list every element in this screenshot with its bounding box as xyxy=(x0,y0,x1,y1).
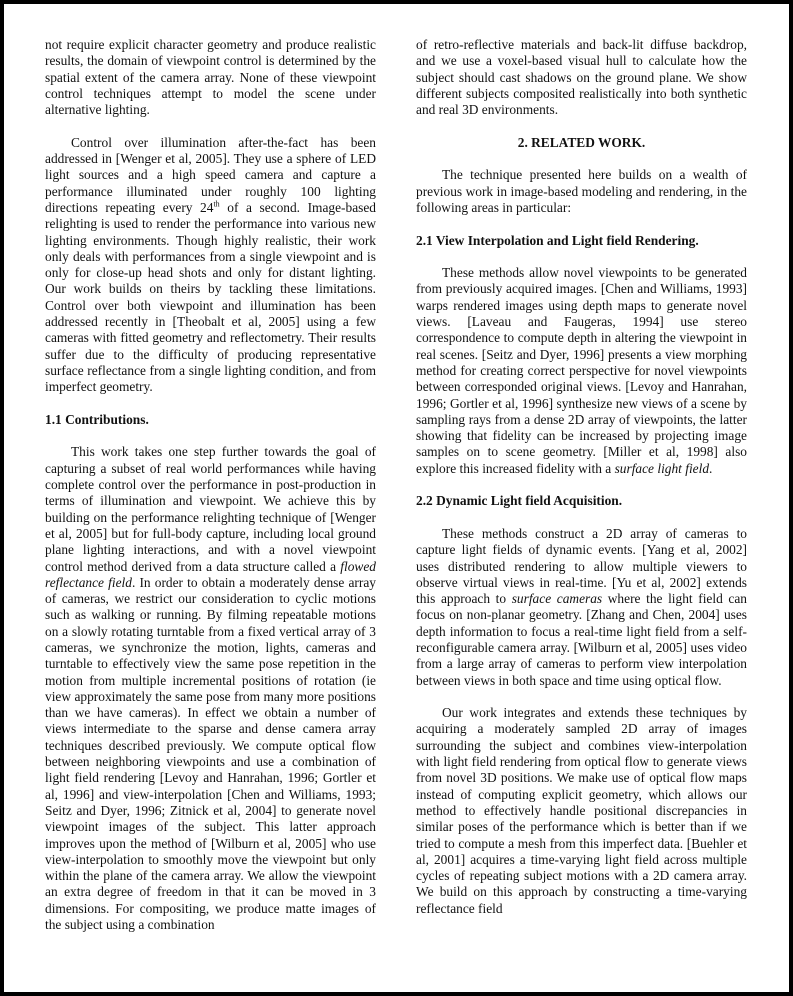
paragraph-text: . In order to obtain a moderately dense array of cameras, we restrict our consideration to cyclic motions such as walking or running. By filming repeatable motions on a slowly rotating turntable from a fixed vertical array of 3 cameras, we synchronize the motion, lights, cameras and turntable to effectively view the same pose repetition in the motion from multiple incremental positions of rotation (ie view approximately the same pose from many more positions than we have cameras). In effect we obtain a number of views intermediate to the sparse and dense camera array techniques described previously. We compute optical flow between neighboring viewpoints and use a combination of light field rendering [Levoy and Hanrahan, 1996; Gortler et al, 1996] and view-interpolation [Chen and Williams, 1993; Seitz and Dyer, 1996; Zitnick et al, 2004] to generate novel viewpoint images of the subject. This latter approach improves upon the method of [Wilburn et al, 2005] who use view-interpolation to smoothly move the viewpoint but only within the plane of the camera array. We allow the viewpoint an extra degree of freedom in that it can be moved in 3 dimensions. For compositing, we produce matte images of the subject using a combination xyxy=(45,574,376,933)
paragraph-viewpoint-control xyxy=(45,37,376,118)
paragraph-text: of a second. Image-based relighting is used to render the performance into various new lighting environments. Though highly realistic, their work only deals with performances from a single viewpoint and is only for close-up head shots and only for distant lighting. Our work builds on theirs by tackling these limitations. Control over both viewpoint and illumination has been addressed recently in [Theobalt et al, 2005] using a few cameras with fitted geometry and reflectometry. Their results suffer due to the difficulty of producing representative surface reflectance from a single lighting condition, and from imperfect geometry. xyxy=(45,199,376,395)
paragraph-contributions xyxy=(45,444,376,933)
paragraph-text: not require explicit character geometry and produce realistic results, the domain of viewpoint control is determined by the spatial extent of the camera array. None of these viewpoint control techniques attempt to model the scene under alternative lighting. xyxy=(45,37,376,118)
paragraph-text: These methods allow novel viewpoints to be generated from previously acquired images. [Chen and Williams, 1993] warps rendered images using depth maps to generate novel views. [Laveau and Faugeras, 1994] use stereo correspondence to compute depth in altering the viewpoint in real scenes. [Seitz and Dyer, 1996] presents a view morphing method for creating correct perspective for novel viewpoints between corresponded original views. [Levoy and Hanrahan, 1996; Gortler et al, 1996] synthesize new views of a scene by sampling rays from a dense 2D array of viewpoints, the latter showing that fidelity can be increased by projecting image samples on to scene geometry. [Miller et al, 1998] also explore this increased fidelity with a xyxy=(416,265,747,476)
paragraph-text: These methods construct a 2D array of cameras to capture light fields of dynamic events. [Yang et al, 2002] uses distributed rendering to allow multiple viewers to observe virtual views in real-time. [Yu et al, 2002] extends this approach to xyxy=(416,525,747,607)
left-column xyxy=(45,37,376,950)
paragraph-view-interpolation xyxy=(416,265,747,477)
document-page xyxy=(4,4,789,992)
emphasis-text: surface cameras xyxy=(511,591,603,607)
superscript: th xyxy=(213,199,220,209)
paragraph-text: Control over illumination after-the-fact has been addressed in [Wenger et al, 2005]. They use a sphere of LED light sources and a high speed camera and capture a performance illuminated under roughly 100 lighting directions repeating every 24 xyxy=(45,134,376,215)
section-heading-view-interpolation: 2.1 View Interpolation and Light field Rendering. xyxy=(416,232,699,248)
paragraph-dynamic-light-field xyxy=(416,526,747,689)
paragraph-text: where the light field can focus on non-planar geometry. [Zhang and Chen, 2004] uses depth information to focus a real-time light field from a self-reconfigurable camera array. [Wilburn et al, 2005] uses video from a large array of cameras to perform view interpolation between views in both space and time using optical flow. xyxy=(416,591,748,688)
paragraph-compositing xyxy=(416,37,747,118)
emphasis-text: surface light field xyxy=(614,460,710,476)
section-heading-related-work: 2. RELATED WORK. xyxy=(517,134,646,150)
section-heading-contributions: 1.1 Contributions. xyxy=(45,411,149,427)
paragraph-text: Our work integrates and extends these techniques by acquiring a moderately sampled 2D array of images surrounding the subject and combines view-interpolation with light field rendering from optical flow to generate views from novel 3D positions. We make use of optical flow maps instead of computing explicit geometry, which allows our method to effectively handle positional discrepancies in similar poses of the performance which is better than if we tried to compute a mesh from this imperfect data. [Buehler et al, 2001] acquires a time-varying light field across multiple cycles of repeating subject motions with a 2D camera array. We build on this approach by constructing a time-varying reflectance field xyxy=(416,705,747,916)
paragraph-text: The technique presented here builds on a wealth of previous work in image-based modeling and rendering, in the following areas in particular: xyxy=(416,167,747,215)
section-heading-dynamic-light-field: 2.2 Dynamic Light field Acquisition. xyxy=(416,493,623,509)
right-column xyxy=(416,37,747,933)
paragraph-our-work xyxy=(416,705,747,917)
emphasis-text: flowed reflectance field xyxy=(45,558,376,590)
paragraph-illumination-control xyxy=(45,135,376,396)
paragraph-text: of retro-reflective materials and back-lit diffuse backdrop, and we use a voxel-based visual hull to calculate how the subject should cast shadows on the ground plane. We show different subjects composited realistically into both synthetic and real 3D environments. xyxy=(416,37,747,118)
paragraph-text: . xyxy=(709,460,713,476)
paragraph-text: This work takes one step further towards the goal of capturing a subset of real world performances while having complete control over the performance in post-production in terms of illumination and viewpoint. We achieve this by building on the performance relighting technique of [Wenger et al, 2005] but for full-body capture, including local ground plane lighting interactions, and with a novel viewpoint control method derived from a data structure called a xyxy=(45,444,376,574)
paragraph-related-intro xyxy=(416,167,747,216)
